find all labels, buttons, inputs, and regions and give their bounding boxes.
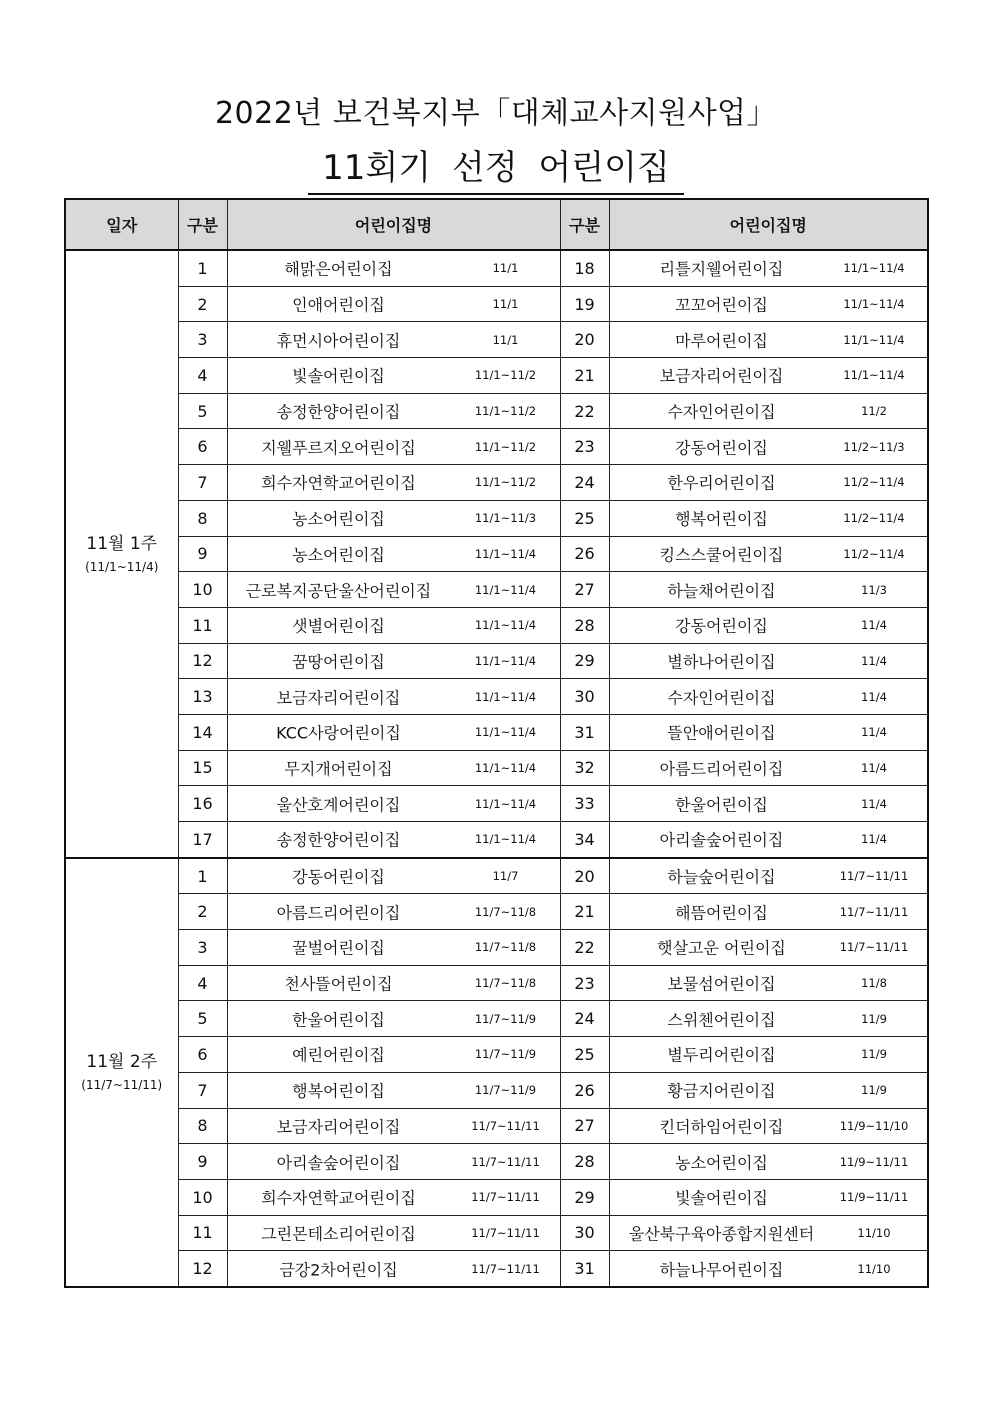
daycare-cell — [609, 1072, 928, 1108]
daycare-name: 근로복지공단울산어린이집 — [245, 581, 432, 601]
daycare-name: 한울어린이집 — [292, 1010, 385, 1030]
table-row — [65, 1108, 928, 1144]
daycare-name: 아리솔숲어린이집 — [276, 1153, 401, 1173]
table-row — [65, 930, 928, 966]
daycare-name: 한우리어린이집 — [667, 473, 776, 493]
daycare-dates: 11/1~11/4 — [474, 618, 537, 633]
daycare-name: 희수자연학교어린이집 — [261, 1188, 416, 1208]
row-number: 10 — [178, 1179, 227, 1215]
row-number: 24 — [560, 1001, 609, 1037]
row-number: 1 — [178, 858, 227, 894]
row-number: 8 — [178, 1108, 227, 1144]
daycare-name: 지웰푸르지오어린이집 — [261, 438, 416, 458]
daycare-dates: 11/2~11/4 — [843, 475, 905, 490]
table-row — [65, 750, 928, 786]
daycare-name: 수자인어린이집 — [667, 402, 776, 422]
row-number: 10 — [178, 572, 227, 608]
row-number: 34 — [560, 822, 609, 858]
daycare-name: 예린어린이집 — [292, 1045, 385, 1065]
daycare-cell — [227, 822, 560, 858]
week-range: (11/7~11/11) — [81, 1078, 163, 1093]
table-row — [65, 607, 928, 643]
daycare-name: 농소어린이집 — [292, 509, 385, 529]
daycare-cell — [609, 1144, 928, 1180]
daycare-name: 행복어린이집 — [675, 509, 768, 529]
week-cell — [65, 250, 178, 858]
daycare-cell — [227, 930, 560, 966]
row-number: 28 — [560, 1144, 609, 1180]
row-number: 1 — [178, 250, 227, 286]
row-number: 29 — [560, 1179, 609, 1215]
table-row — [65, 1001, 928, 1037]
daycare-cell — [609, 1037, 928, 1073]
table-row — [65, 1144, 928, 1180]
row-number: 23 — [560, 965, 609, 1001]
table-row — [65, 322, 928, 358]
daycare-cell — [227, 858, 560, 894]
row-number: 16 — [178, 786, 227, 822]
row-number: 6 — [178, 429, 227, 465]
daycare-name: 수자인어린이집 — [667, 688, 776, 708]
document-title: 2022년 보건복지부「대체교사지원사업」 — [214, 96, 778, 131]
daycare-name: 농소어린이집 — [675, 1153, 768, 1173]
daycare-cell — [227, 250, 560, 286]
daycare-name: 빛솔어린이집 — [292, 366, 385, 386]
row-number: 25 — [560, 500, 609, 536]
daycare-name: 보금자리어린이집 — [276, 688, 401, 708]
table-row — [65, 679, 928, 715]
daycare-dates: 11/4 — [861, 832, 887, 847]
daycare-name: 천사뜰어린이집 — [284, 974, 393, 994]
daycare-name: 강동어린이집 — [675, 438, 768, 458]
row-number: 27 — [560, 572, 609, 608]
row-number: 29 — [560, 643, 609, 679]
row-number: 7 — [178, 465, 227, 501]
daycare-dates: 11/3 — [861, 582, 887, 597]
daycare-dates: 11/2~11/4 — [843, 511, 905, 526]
daycare-dates: 11/1~11/2 — [474, 368, 537, 383]
daycare-dates: 11/4 — [861, 725, 887, 740]
row-number: 19 — [560, 286, 609, 322]
row-number: 6 — [178, 1037, 227, 1073]
table-row — [65, 250, 928, 286]
daycare-dates: 11/7~11/11 — [471, 1190, 540, 1205]
row-number: 8 — [178, 500, 227, 536]
daycare-cell — [609, 822, 928, 858]
daycare-cell — [609, 894, 928, 930]
row-number: 22 — [560, 393, 609, 429]
daycare-name: 울산북구육아종합지원센터 — [628, 1224, 815, 1244]
daycare-name: KCC사랑어린이집 — [276, 723, 401, 743]
table-row — [65, 1215, 928, 1251]
daycare-cell — [227, 393, 560, 429]
daycare-cell — [609, 429, 928, 465]
daycare-dates: 11/1~11/4 — [474, 546, 537, 561]
week-1-body — [65, 250, 928, 858]
subtitle-text: 11회기 선정 어린이집 — [308, 140, 684, 195]
daycare-dates: 11/9 — [861, 1047, 887, 1062]
daycare-name: 스위첸어린이집 — [667, 1010, 776, 1030]
table-row — [65, 786, 928, 822]
daycare-dates: 11/1~11/2 — [474, 404, 537, 419]
header-date: 일자 — [65, 199, 178, 250]
daycare-cell — [227, 322, 560, 358]
daycare-name: 빛솔어린이집 — [675, 1188, 768, 1208]
daycare-cell — [227, 894, 560, 930]
daycare-name: 하늘채어린이집 — [667, 581, 776, 601]
row-number: 5 — [178, 393, 227, 429]
daycare-cell — [227, 1072, 560, 1108]
daycare-name: 강동어린이집 — [292, 867, 385, 887]
row-number: 31 — [560, 714, 609, 750]
daycare-cell — [609, 607, 928, 643]
week-2-body — [65, 858, 928, 1287]
daycare-name: 마루어린이집 — [675, 331, 768, 351]
table-row — [65, 643, 928, 679]
daycare-cell — [609, 572, 928, 608]
row-number: 32 — [560, 750, 609, 786]
row-number: 20 — [560, 858, 609, 894]
table-row — [65, 572, 928, 608]
daycare-name: 강동어린이집 — [675, 616, 768, 636]
daycare-name: 아리솔숲어린이집 — [659, 830, 784, 850]
row-number: 23 — [560, 429, 609, 465]
daycare-dates: 11/1~11/4 — [843, 297, 905, 312]
table-row — [65, 965, 928, 1001]
daycare-name: 해맑은어린이집 — [284, 259, 393, 279]
daycare-dates: 11/4 — [861, 760, 887, 775]
table-row — [65, 858, 928, 894]
daycare-name: 금강2차어린이집 — [279, 1260, 398, 1280]
daycare-dates: 11/9~11/11 — [839, 1190, 909, 1205]
daycare-cell — [609, 786, 928, 822]
header-num: 구분 — [178, 199, 227, 250]
daycare-cell — [609, 393, 928, 429]
daycare-cell — [227, 286, 560, 322]
daycare-cell — [227, 465, 560, 501]
daycare-cell — [227, 643, 560, 679]
daycare-name: 하늘숲어린이집 — [667, 867, 776, 887]
daycare-dates: 11/1~11/2 — [474, 475, 537, 490]
row-number: 14 — [178, 714, 227, 750]
daycare-name: 리틀지웰어린이집 — [659, 259, 784, 279]
daycare-name: 햇살고운 어린이집 — [657, 938, 786, 958]
daycare-name: 송정한양어린이집 — [276, 402, 401, 422]
row-number: 7 — [178, 1072, 227, 1108]
table-row — [65, 894, 928, 930]
row-number: 12 — [178, 643, 227, 679]
daycare-dates: 11/1~11/4 — [843, 368, 905, 383]
daycare-cell — [609, 322, 928, 358]
row-number: 9 — [178, 1144, 227, 1180]
table-row — [65, 393, 928, 429]
row-number: 28 — [560, 607, 609, 643]
row-number: 2 — [178, 286, 227, 322]
daycare-cell — [609, 750, 928, 786]
daycare-dates: 11/2~11/3 — [843, 439, 905, 454]
daycare-cell — [227, 679, 560, 715]
daycare-dates: 11/1~11/4 — [843, 261, 905, 276]
row-number: 13 — [178, 679, 227, 715]
daycare-cell — [609, 1251, 928, 1287]
daycare-dates: 11/7~11/9 — [474, 1011, 537, 1026]
daycare-cell — [227, 965, 560, 1001]
daycare-name: 농소어린이집 — [292, 545, 385, 565]
daycare-dates: 11/7~11/11 — [471, 1225, 540, 1240]
table-row — [65, 822, 928, 858]
header-name: 어린이집명 — [227, 199, 560, 250]
row-number: 25 — [560, 1037, 609, 1073]
daycare-cell — [227, 358, 560, 394]
row-number: 3 — [178, 930, 227, 966]
table-row — [65, 1072, 928, 1108]
table-row — [65, 429, 928, 465]
daycare-schedule-table — [64, 198, 929, 1288]
document-subtitle — [0, 140, 992, 195]
daycare-name: 꼬꼬어린이집 — [675, 295, 768, 315]
row-number: 11 — [178, 1215, 227, 1251]
row-number: 3 — [178, 322, 227, 358]
row-number: 21 — [560, 358, 609, 394]
daycare-dates: 11/7~11/11 — [839, 904, 909, 919]
row-number: 27 — [560, 1108, 609, 1144]
row-number: 26 — [560, 536, 609, 572]
row-number: 21 — [560, 894, 609, 930]
daycare-dates: 11/4 — [861, 618, 887, 633]
header-num-2: 구분 — [560, 199, 609, 250]
daycare-name: 샛별어린이집 — [292, 616, 385, 636]
daycare-dates: 11/7~11/11 — [839, 869, 909, 884]
row-number: 4 — [178, 965, 227, 1001]
row-number: 15 — [178, 750, 227, 786]
header-name-2: 어린이집명 — [609, 199, 928, 250]
daycare-dates: 11/7~11/11 — [839, 940, 909, 955]
week-label: 11월 1주 — [86, 533, 158, 554]
daycare-name: 보금자리어린이집 — [276, 1117, 401, 1137]
row-number: 4 — [178, 358, 227, 394]
row-number: 18 — [560, 250, 609, 286]
daycare-cell — [227, 572, 560, 608]
daycare-cell — [609, 250, 928, 286]
daycare-dates: 11/8 — [861, 976, 887, 991]
daycare-name: 킨더하임어린이집 — [659, 1117, 784, 1137]
daycare-dates: 11/1~11/4 — [474, 653, 537, 668]
row-number: 17 — [178, 822, 227, 858]
row-number: 26 — [560, 1072, 609, 1108]
row-number: 2 — [178, 894, 227, 930]
table-row — [65, 465, 928, 501]
daycare-dates: 11/7~11/11 — [471, 1118, 540, 1133]
daycare-dates: 11/7~11/8 — [474, 904, 537, 919]
daycare-name: 아름드리어린이집 — [659, 759, 784, 779]
table-row — [65, 286, 928, 322]
daycare-dates: 11/7 — [492, 869, 519, 884]
week-label: 11월 2주 — [86, 1052, 158, 1073]
daycare-name: 뜰안애어린이집 — [667, 723, 776, 743]
daycare-dates: 11/1~11/4 — [474, 832, 537, 847]
table-row — [65, 536, 928, 572]
table-row — [65, 500, 928, 536]
daycare-name: 송정한양어린이집 — [276, 830, 401, 850]
daycare-cell — [609, 465, 928, 501]
daycare-cell — [609, 679, 928, 715]
daycare-cell — [609, 643, 928, 679]
daycare-dates: 11/1~11/4 — [474, 725, 537, 740]
daycare-name: 무지개어린이집 — [284, 759, 393, 779]
daycare-cell — [227, 786, 560, 822]
table-row — [65, 358, 928, 394]
daycare-name: 보금자리어린이집 — [659, 366, 784, 386]
daycare-cell — [227, 750, 560, 786]
row-number: 20 — [560, 322, 609, 358]
daycare-dates: 11/1~11/4 — [474, 760, 537, 775]
daycare-cell — [609, 1215, 928, 1251]
daycare-cell — [227, 536, 560, 572]
daycare-dates: 11/7~11/8 — [474, 940, 537, 955]
daycare-dates: 11/9~11/10 — [839, 1118, 909, 1133]
daycare-name: 휴먼시아어린이집 — [276, 331, 401, 351]
daycare-dates: 11/1~11/3 — [474, 511, 537, 526]
daycare-dates: 11/10 — [857, 1225, 891, 1240]
daycare-cell — [609, 358, 928, 394]
daycare-name: 보물섬어린이집 — [667, 974, 776, 994]
row-number: 31 — [560, 1251, 609, 1287]
table-row — [65, 1037, 928, 1073]
daycare-cell — [227, 1179, 560, 1215]
daycare-dates: 11/2 — [861, 404, 887, 419]
daycare-name: 그린몬테소리어린이집 — [261, 1224, 416, 1244]
table-header-row — [65, 199, 928, 250]
daycare-cell — [227, 429, 560, 465]
daycare-name: 희수자연학교어린이집 — [261, 473, 416, 493]
daycare-dates: 11/1 — [492, 297, 519, 312]
daycare-dates: 11/9~11/11 — [839, 1154, 909, 1169]
daycare-name: 꿈땅어린이집 — [292, 652, 385, 672]
daycare-cell — [227, 1001, 560, 1037]
row-number: 5 — [178, 1001, 227, 1037]
daycare-cell — [227, 1215, 560, 1251]
daycare-dates: 11/1 — [492, 332, 519, 347]
daycare-dates: 11/7~11/9 — [474, 1083, 537, 1098]
daycare-name: 황금지어린이집 — [667, 1081, 776, 1101]
daycare-name: 별두리어린이집 — [667, 1045, 776, 1065]
daycare-dates: 11/7~11/11 — [471, 1261, 540, 1276]
daycare-cell — [609, 536, 928, 572]
daycare-cell — [609, 858, 928, 894]
row-number: 33 — [560, 786, 609, 822]
daycare-dates: 11/1~11/4 — [474, 582, 537, 597]
daycare-cell — [227, 1144, 560, 1180]
daycare-dates: 11/1~11/4 — [474, 689, 537, 704]
daycare-dates: 11/2~11/4 — [843, 546, 905, 561]
daycare-name: 아름드리어린이집 — [276, 903, 401, 923]
daycare-name: 하늘나무어린이집 — [659, 1260, 784, 1280]
daycare-cell — [227, 1037, 560, 1073]
daycare-cell — [227, 500, 560, 536]
daycare-dates: 11/7~11/9 — [474, 1047, 537, 1062]
daycare-dates: 11/7~11/11 — [471, 1154, 540, 1169]
week-range: (11/1~11/4) — [85, 559, 159, 574]
daycare-dates: 11/7~11/8 — [474, 976, 537, 991]
row-number: 11 — [178, 607, 227, 643]
daycare-cell — [609, 1108, 928, 1144]
daycare-dates: 11/9 — [861, 1083, 887, 1098]
row-number: 9 — [178, 536, 227, 572]
row-number: 30 — [560, 679, 609, 715]
row-number: 12 — [178, 1251, 227, 1287]
daycare-name: 행복어린이집 — [292, 1081, 385, 1101]
daycare-dates: 11/1~11/2 — [474, 439, 537, 454]
daycare-cell — [609, 1001, 928, 1037]
daycare-cell — [227, 714, 560, 750]
daycare-cell — [227, 1108, 560, 1144]
daycare-cell — [609, 500, 928, 536]
daycare-dates: 11/4 — [861, 689, 887, 704]
daycare-cell — [609, 965, 928, 1001]
row-number: 22 — [560, 930, 609, 966]
daycare-dates: 11/9 — [861, 1011, 887, 1026]
daycare-dates: 11/10 — [857, 1261, 891, 1276]
daycare-dates: 11/4 — [861, 796, 887, 811]
table-row — [65, 714, 928, 750]
daycare-name: 꿀벌어린이집 — [292, 938, 385, 958]
daycare-cell — [609, 1179, 928, 1215]
daycare-dates: 11/1~11/4 — [843, 332, 905, 347]
daycare-cell — [227, 1251, 560, 1287]
daycare-name: 해뜸어린이집 — [675, 903, 768, 923]
table-row — [65, 1179, 928, 1215]
row-number: 24 — [560, 465, 609, 501]
daycare-name: 킹스스쿨어린이집 — [659, 545, 784, 565]
daycare-dates: 11/4 — [861, 653, 887, 668]
daycare-dates: 11/1~11/4 — [474, 796, 537, 811]
daycare-cell — [609, 930, 928, 966]
daycare-name: 인애어린이집 — [292, 295, 385, 315]
daycare-cell — [609, 286, 928, 322]
daycare-cell — [609, 714, 928, 750]
daycare-cell — [227, 607, 560, 643]
daycare-name: 한울어린이집 — [675, 795, 768, 815]
daycare-name: 울산호계어린이집 — [276, 795, 401, 815]
daycare-name: 별하나어린이집 — [667, 652, 776, 672]
daycare-dates: 11/1 — [492, 261, 519, 276]
row-number: 30 — [560, 1215, 609, 1251]
table-row — [65, 1251, 928, 1287]
week-cell — [65, 858, 178, 1287]
